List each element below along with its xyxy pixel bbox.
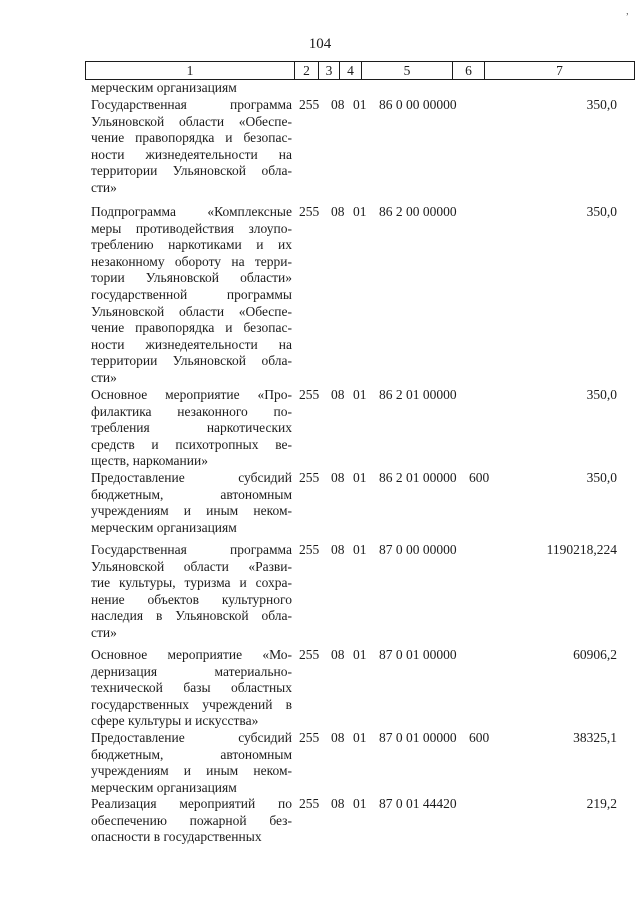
table-row-description [91,796,292,846]
description-line: государственной программы [91,286,292,302]
description-line: бюджетным, автономным [91,486,292,502]
header-col-2: 2 [294,62,318,79]
cell-c3: 08 [331,730,345,745]
cell-c7: 219,2 [586,796,617,811]
cell-c3: 08 [331,204,345,219]
description-line: Основное мероприятие «Мо- [91,647,292,662]
description-line: мерческим организациям [91,519,237,535]
cell-c7: 350,0 [586,470,617,485]
cell-c3: 08 [331,97,345,112]
description-line: территории Ульяновской обла- [91,163,292,179]
table-row-description [91,542,292,642]
description-line: чение правопорядка и безопас- [91,130,292,146]
cell-c5: 86 2 01 00000 [379,387,457,402]
cell-c4: 01 [353,542,367,557]
cell-c4: 01 [353,730,367,745]
description-line: мерческим организациям [91,80,237,95]
cell-c4: 01 [353,647,367,662]
cell-c2: 255 [299,647,320,662]
description-line: опасности в государственных [91,829,262,845]
cell-c5: 87 0 00 00000 [379,542,457,557]
cell-c5: 87 0 01 00000 [379,730,457,745]
cell-c3: 08 [331,647,345,662]
description-line: филактика незаконного по- [91,403,292,419]
description-line: технической базы областных [91,680,292,696]
cell-c6: 600 [469,470,490,485]
description-line: Подпрограмма «Комплексные [91,204,292,219]
description-line: меры противодействия злоупо- [91,220,292,236]
cell-c6: 600 [469,730,490,745]
cell-c2: 255 [299,470,320,485]
description-line: нение объектов культурного [91,591,292,607]
table-row-description [91,730,292,796]
description-line: треблению наркотиками и их [91,237,292,253]
table-row-description [91,470,292,536]
description-line: учреждениям и иным неком- [91,503,292,519]
description-line: сти» [91,624,117,640]
description-line: Предоставление субсидий [91,470,292,485]
cell-c5: 86 0 00 00000 [379,97,457,112]
description-line: учреждениям и иным неком- [91,763,292,779]
continuation-text [91,80,292,97]
description-line: мерческим организациям [91,779,237,795]
cell-c3: 08 [331,387,345,402]
cell-c7: 350,0 [586,387,617,402]
description-line: сти» [91,179,117,195]
cell-c5: 87 0 01 00000 [379,647,457,662]
description-line: обеспечению пожарной без- [91,812,292,828]
header-col-5: 5 [361,62,452,79]
description-line: ности жизнедеятельности на [91,146,292,162]
description-line: сфере культуры и искусства» [91,713,259,729]
description-line: незаконному обороту на терри- [91,253,292,269]
table-row-description [91,647,292,730]
description-line: Ульяновской области «Обеспе- [91,113,292,129]
description-line: тие культуры, туризма и сохра- [91,575,292,591]
description-line: чение правопорядка и безопас- [91,320,292,336]
description-line: наследия в Ульяновской обла- [91,608,292,624]
table-row-description [91,97,292,197]
cell-c7: 1190218,224 [546,542,617,557]
cell-c4: 01 [353,470,367,485]
description-line: дернизация материально- [91,663,292,679]
description-line: требления наркотических [91,420,292,436]
table-row-description [91,204,292,387]
cell-c7: 350,0 [586,204,617,219]
description-line: Ульяновской области «Разви- [91,558,292,574]
cell-c7: 350,0 [586,97,617,112]
cell-c5: 87 0 01 44420 [379,796,457,811]
description-line: бюджетным, автономным [91,746,292,762]
corner-mark: ʼ [625,12,629,23]
cell-c5: 86 2 01 00000 [379,470,457,485]
cell-c7: 60906,2 [573,647,617,662]
cell-c3: 08 [331,796,345,811]
description-line: ществ, наркомании» [91,453,208,469]
header-col-4: 4 [339,62,361,79]
cell-c4: 01 [353,796,367,811]
description-line: ности жизнедеятельности на [91,336,292,352]
header-col-3: 3 [318,62,339,79]
description-line: Государственная программа [91,542,292,557]
description-line: Государственная программа [91,97,292,112]
description-line: сти» [91,369,117,385]
cell-c2: 255 [299,387,320,402]
description-line: Предоставление субсидий [91,730,292,745]
cell-c4: 01 [353,387,367,402]
description-line: тории Ульяновской области» [91,270,292,286]
cell-c7: 38325,1 [573,730,617,745]
header-col-6: 6 [452,62,484,79]
cell-c3: 08 [331,470,345,485]
cell-c5: 86 2 00 00000 [379,204,457,219]
description-line: Основное мероприятие «Про- [91,387,292,402]
cell-c2: 255 [299,542,320,557]
description-line: Реализация мероприятий по [91,796,292,811]
cell-c3: 08 [331,542,345,557]
description-line: Ульяновской области «Обеспе- [91,303,292,319]
page-number: 104 [308,36,332,52]
description-line: средств и психотропных ве- [91,436,292,452]
table-header-row [85,61,635,80]
header-col-7: 7 [484,62,634,79]
cell-c2: 255 [299,97,320,112]
header-col-1: 1 [186,63,194,78]
description-line: государственных учреждений в [91,696,292,712]
cell-c4: 01 [353,204,367,219]
cell-c2: 255 [299,730,320,745]
description-line: территории Ульяновской обла- [91,353,292,369]
cell-c2: 255 [299,204,320,219]
table-row-description [91,387,292,470]
cell-c4: 01 [353,97,367,112]
cell-c2: 255 [299,796,320,811]
